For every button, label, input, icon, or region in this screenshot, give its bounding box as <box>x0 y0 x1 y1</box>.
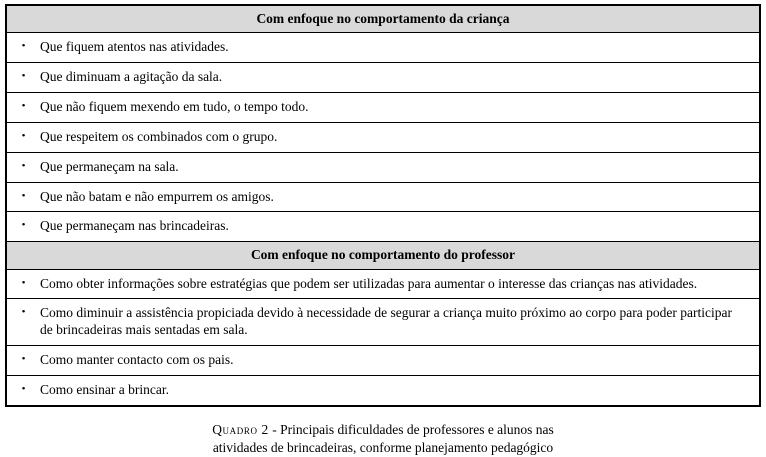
table-row <box>7 63 760 93</box>
bullet-icon: • <box>21 189 26 202</box>
table-section-header-row <box>7 6 760 33</box>
table-row <box>7 269 760 299</box>
table-row <box>7 182 760 212</box>
bullet-icon: • <box>21 159 26 172</box>
item-cell <box>7 182 760 212</box>
item-text: Que fiquem atentos nas atividades. <box>40 39 229 55</box>
table-row <box>7 152 760 182</box>
bullet-icon: • <box>21 40 26 53</box>
item-text: Que permaneçam nas brincadeiras. <box>40 218 229 234</box>
caption-line2: atividades de brincadeiras, conforme planejamento pedagógico <box>212 440 554 456</box>
bullet-icon: • <box>21 99 26 112</box>
section-header-cell-professor: Com enfoque no comportamento do professor <box>7 242 760 269</box>
table-row <box>7 92 760 122</box>
item-text: Como ensinar a brincar. <box>40 382 169 397</box>
caption-line1: Principais dificuldades de professores e alunos nas <box>280 421 554 437</box>
item-text: Como manter contacto com os pais. <box>40 352 234 368</box>
item-text: Que não fiquem mexendo em tudo, o tempo todo. <box>40 98 309 114</box>
table-row <box>7 346 760 376</box>
bullet-icon: • <box>21 276 26 289</box>
quadro-table <box>6 5 760 406</box>
item-cell <box>7 346 760 376</box>
table-caption <box>0 421 766 457</box>
item-cell <box>7 299 760 346</box>
item-cell <box>7 122 760 152</box>
table-row <box>7 33 760 63</box>
table-row <box>7 376 760 406</box>
item-cell <box>7 92 760 122</box>
item-cell <box>7 63 760 93</box>
item-text: Que permaneçam na sala. <box>40 158 179 174</box>
bullet-icon: • <box>21 383 26 395</box>
bullet-icon: • <box>21 219 26 232</box>
document-page <box>0 4 766 456</box>
caption-label: Quadro 2 <box>212 421 269 437</box>
bullet-icon: • <box>21 70 26 83</box>
item-text: Como obter informações sobre estratégias que podem ser utilizadas para aumentar o interesse das crianças nas atividades. <box>40 275 698 291</box>
caption-separator: - <box>268 421 281 437</box>
item-text: Que não batam e não empurrem os amigos. <box>40 188 274 204</box>
item-cell <box>7 212 760 242</box>
item-cell <box>7 152 760 182</box>
item-cell <box>7 33 760 63</box>
item-text: Como diminuir a assistência propiciada devido à necessidade de segurar a criança muito próximo ao corpo para poder participar de brincadeiras mais sentadas em sala. <box>40 305 732 338</box>
bullet-icon: • <box>21 129 26 142</box>
table-row <box>7 212 760 242</box>
quadro-table-container <box>5 4 761 407</box>
item-text: Que diminuam a agitação da sala. <box>40 69 223 85</box>
item-text: Que respeitem os combinados com o grupo. <box>40 128 278 144</box>
bullet-icon: • <box>21 306 26 319</box>
section-header-cell-crianca: Com enfoque no comportamento da criança <box>7 6 760 33</box>
item-cell <box>7 269 760 299</box>
table-row <box>7 122 760 152</box>
item-cell <box>7 376 760 406</box>
table-section-header-row <box>7 242 760 269</box>
bullet-icon: • <box>21 353 26 366</box>
table-row <box>7 299 760 346</box>
